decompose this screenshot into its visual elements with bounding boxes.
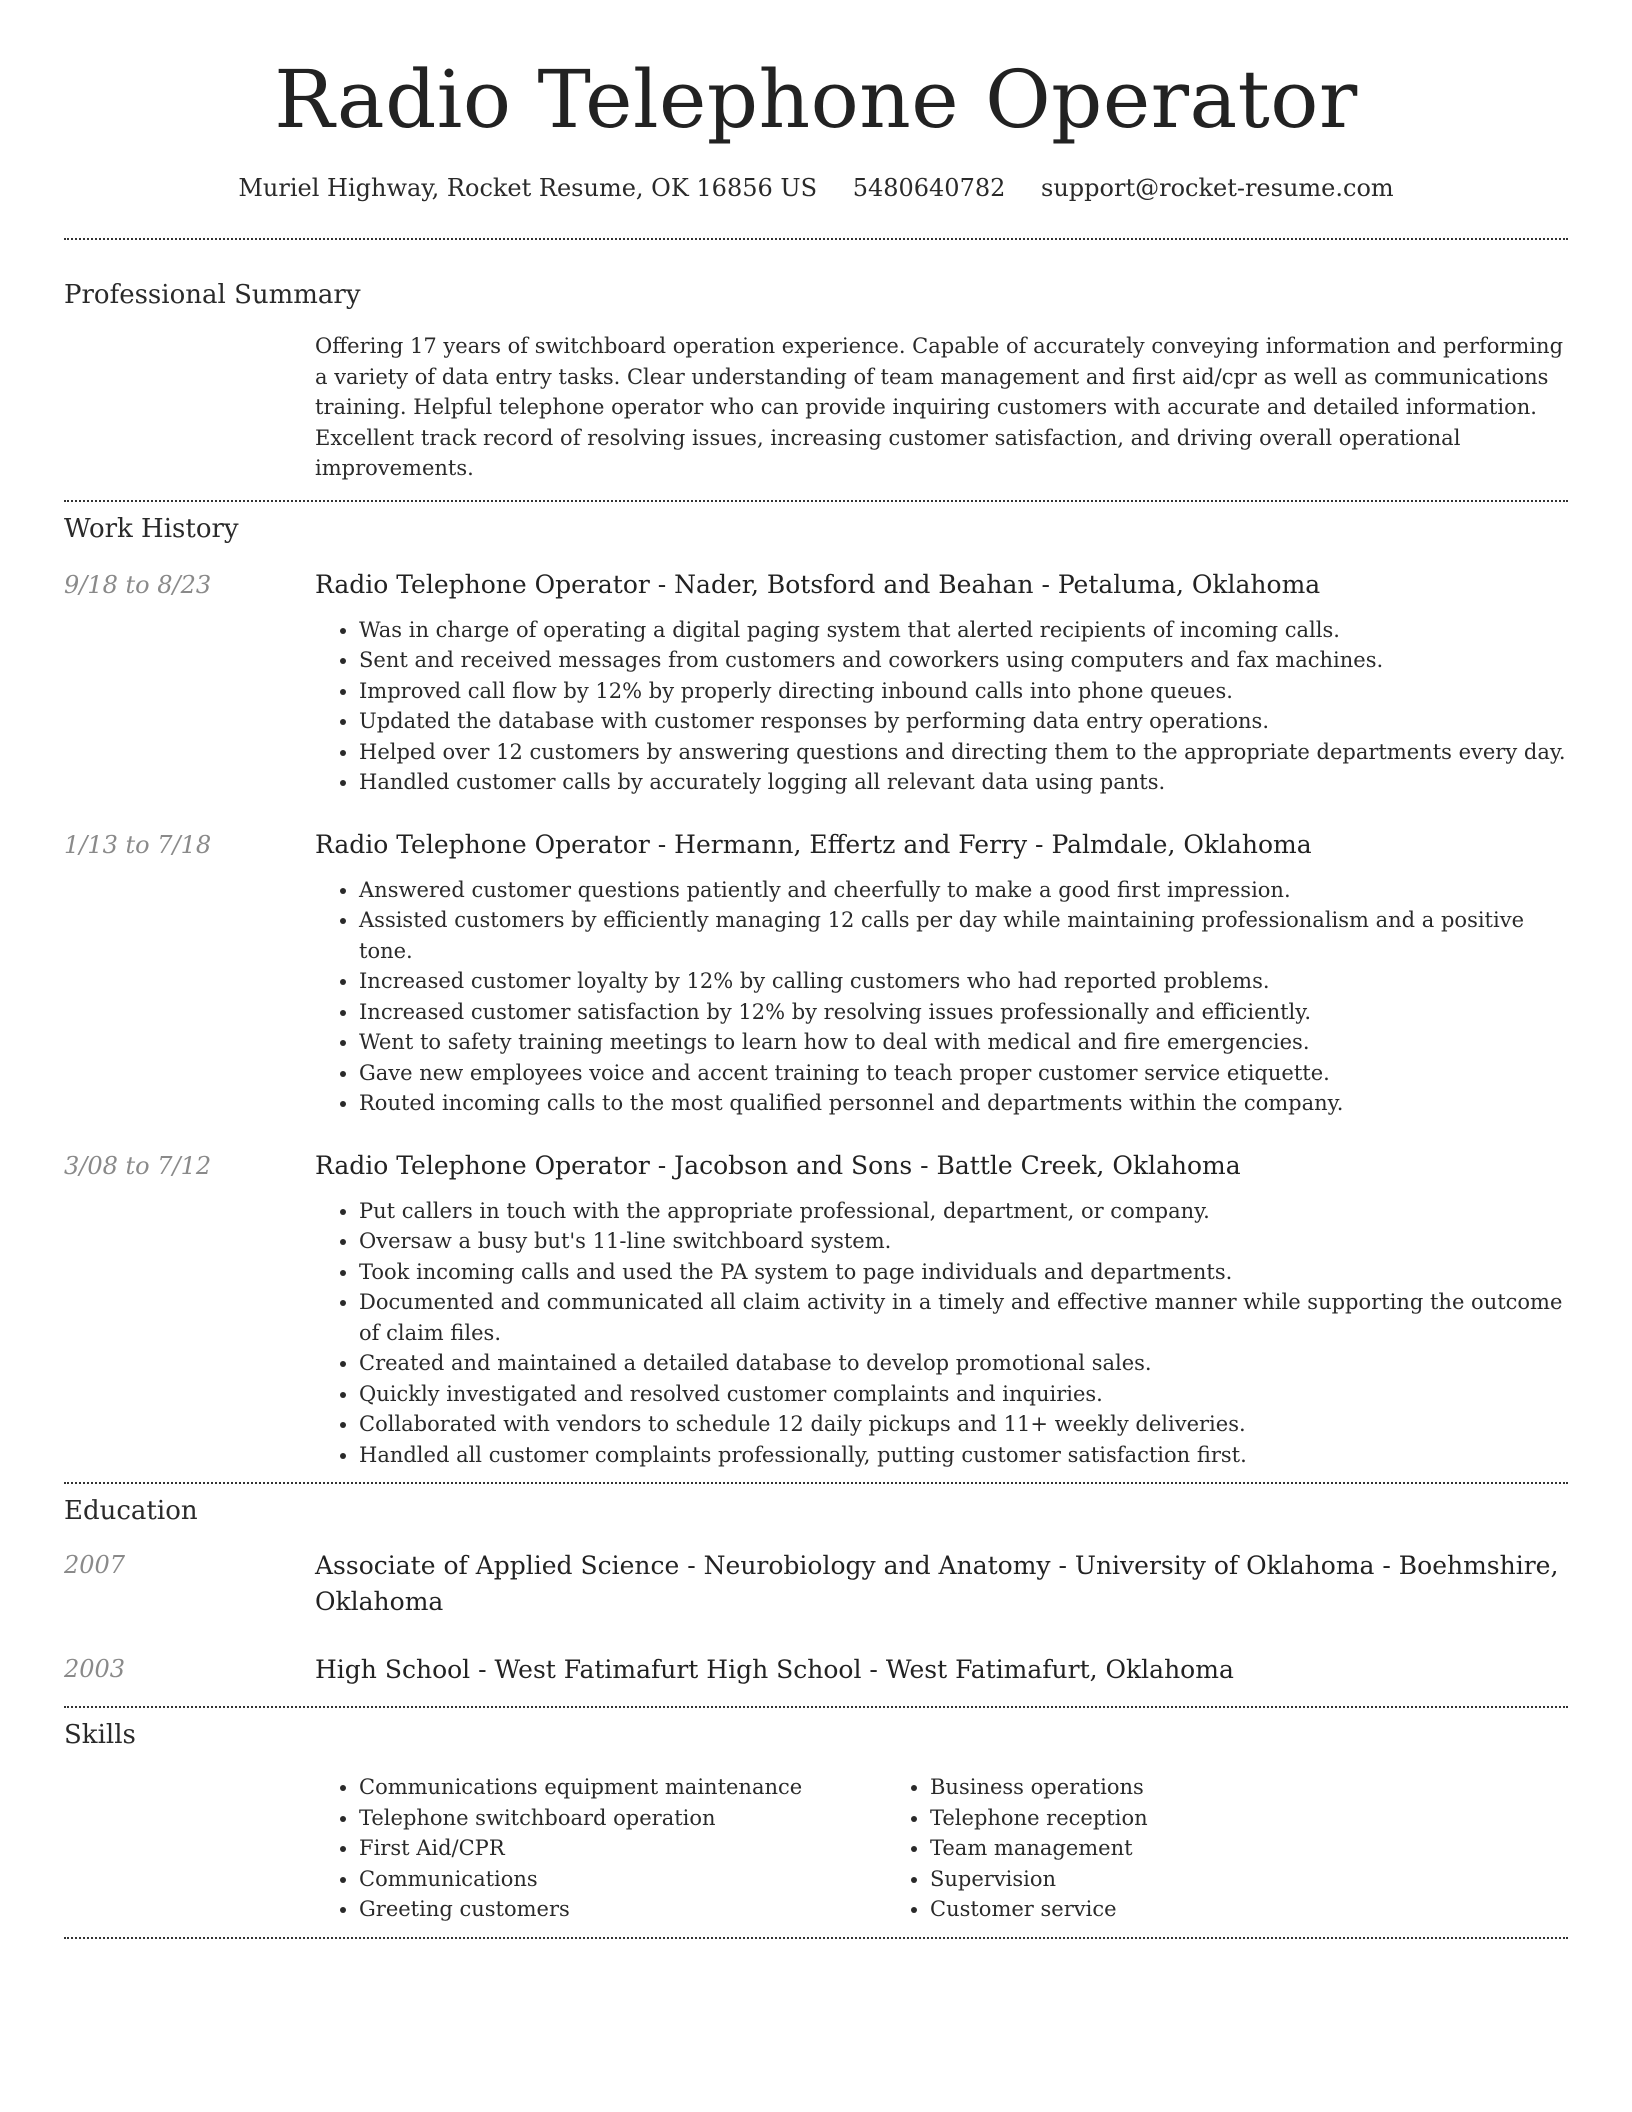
skills-columns — [315, 1772, 1568, 1925]
education-entry — [64, 1652, 1568, 1688]
list-item: • Assisted customers by efficiently managing 12 calls per day while maintaining professionalism and a positive tone. — [359, 905, 1568, 966]
section-divider — [64, 1482, 1568, 1484]
education-year: 2003 — [64, 1655, 126, 1683]
list-item: • Business operations — [930, 1772, 1457, 1803]
list-item: • Supervision — [930, 1864, 1457, 1895]
list-item: • Documented and communicated all claim activity in a timely and effective manner while supporting the outcome of claim files. — [359, 1287, 1568, 1348]
job-location: Petaluma, Oklahoma — [1057, 569, 1321, 599]
section-divider — [64, 238, 1568, 240]
list-item: • Sent and received messages from customers and coworkers using computers and fax machines. — [359, 645, 1568, 676]
list-item: • First Aid/CPR — [359, 1833, 886, 1864]
list-item: • Put callers in touch with the appropriate professional, department, or company. — [359, 1196, 1568, 1227]
job-details — [315, 828, 1568, 1119]
work-section — [64, 512, 1568, 1471]
contact-address: Muriel Highway, Rocket Resume, OK 16856 US — [238, 174, 818, 202]
list-item: • Increased customer satisfaction by 12% by resolving issues professionally and efficiently. — [359, 997, 1568, 1028]
job-dates: 1/13 to 7/18 — [64, 830, 212, 859]
list-item: • Oversaw a busy but's 11-line switchboard system. — [359, 1226, 1568, 1257]
job-heading: Radio Telephone Operator - Hermann, Effertz and Ferry - Palmdale, Oklahoma — [315, 829, 1312, 859]
list-item: • Was in charge of operating a digital paging system that alerted recipients of incoming calls. — [359, 615, 1568, 646]
job-location: Palmdale, Oklahoma — [1051, 829, 1312, 859]
summary-section — [64, 278, 1568, 484]
list-item: • Handled all customer complaints professionally, putting customer satisfaction first. — [359, 1440, 1568, 1471]
list-item: • Gave new employees voice and accent training to teach proper customer service etiquette. — [359, 1058, 1568, 1089]
list-item: • Answered customer questions patiently and cheerfully to make a good first impression. — [359, 875, 1568, 906]
list-item: • Routed incoming calls to the most qualified personnel and departments within the company. — [359, 1088, 1568, 1119]
list-item: • Handled customer calls by accurately logging all relevant data using pants. — [359, 767, 1568, 798]
summary-text: Offering 17 years of switchboard operation experience. Capable of accurately conveying information and performing a variety of data entry tasks. Clear understanding of team management and first aid/cpr as well as communications training. Helpful telephone operator who can provide inquiring customers with accurate and detailed information. Excellent track record of resolving issues, increasing customer satisfaction, and driving overall operational improvements. — [315, 334, 1564, 480]
contact-line — [64, 172, 1568, 204]
section-divider — [64, 1706, 1568, 1708]
skills-list-right — [886, 1772, 1457, 1925]
list-item: • Telephone reception — [930, 1803, 1457, 1834]
list-item: • Collaborated with vendors to schedule 12 daily pickups and 11+ weekly deliveries. — [359, 1409, 1568, 1440]
job-dates: 3/08 to 7/12 — [64, 1151, 212, 1180]
list-item: • Team management — [930, 1833, 1457, 1864]
list-item: • Increased customer loyalty by 12% by calling customers who had reported problems. — [359, 966, 1568, 997]
education-year: 2007 — [64, 1551, 126, 1579]
resume-title: Radio Telephone Operator — [274, 53, 1358, 146]
list-item: • Communications — [359, 1864, 886, 1895]
education-entry — [64, 1548, 1568, 1620]
list-item: • Telephone switchboard operation — [359, 1803, 886, 1834]
list-item: • Helped over 12 customers by answering questions and directing them to the appropriate departments every day. — [359, 737, 1568, 768]
job-title: Radio Telephone Operator — [315, 569, 650, 599]
job-title: Radio Telephone Operator — [315, 829, 650, 859]
section-divider — [64, 500, 1568, 502]
job-title: Radio Telephone Operator — [315, 1150, 650, 1180]
contact-email: support@rocket-resume.com — [1041, 174, 1394, 202]
education-heading: Education — [64, 1496, 198, 1526]
job-dates: 9/18 to 8/23 — [64, 570, 212, 599]
skills-section — [64, 1718, 1568, 1925]
section-divider — [64, 1937, 1568, 1939]
list-item: • Created and maintained a detailed database to develop promotional sales. — [359, 1348, 1568, 1379]
job-bullets — [315, 875, 1568, 1119]
work-heading: Work History — [64, 513, 239, 544]
job-details — [315, 1149, 1568, 1471]
job-heading: Radio Telephone Operator - Jacobson and Sons - Battle Creek, Oklahoma — [315, 1150, 1241, 1180]
job-location: Battle Creek, Oklahoma — [936, 1150, 1241, 1180]
list-item: • Communications equipment maintenance — [359, 1772, 886, 1803]
contact-phone: 5480640782 — [852, 174, 1006, 202]
education-details: Associate of Applied Science - Neurobiology and Anatomy - University of Oklahoma - Boehmshire, Oklahoma — [315, 1551, 1559, 1616]
job-details — [315, 568, 1568, 798]
job-company: Jacobson and Sons — [674, 1150, 913, 1180]
job-entry — [64, 568, 1568, 798]
list-item: • Went to safety training meetings to learn how to deal with medical and fire emergencies. — [359, 1027, 1568, 1058]
skills-list-left — [315, 1772, 886, 1925]
list-item: • Took incoming calls and used the PA system to page individuals and departments. — [359, 1257, 1568, 1288]
job-entry — [64, 828, 1568, 1119]
job-company: Nader, Botsford and Beahan — [674, 569, 1034, 599]
job-company: Hermann, Effertz and Ferry — [674, 829, 1028, 859]
list-item: • Greeting customers — [359, 1894, 886, 1925]
job-bullets — [315, 1196, 1568, 1471]
list-item: • Improved call flow by 12% by properly directing inbound calls into phone queues. — [359, 676, 1568, 707]
list-item: • Updated the database with customer responses by performing data entry operations. — [359, 706, 1568, 737]
job-entry — [64, 1149, 1568, 1471]
list-item: • Customer service — [930, 1894, 1457, 1925]
resume-page — [64, 0, 1568, 1939]
skills-heading: Skills — [64, 1720, 136, 1750]
list-item: • Quickly investigated and resolved customer complaints and inquiries. — [359, 1379, 1568, 1410]
education-details: High School - West Fatimafurt High School - West Fatimafurt, Oklahoma — [315, 1655, 1234, 1684]
job-bullets — [315, 615, 1568, 798]
job-heading: Radio Telephone Operator - Nader, Botsford and Beahan - Petaluma, Oklahoma — [315, 569, 1321, 599]
education-section — [64, 1494, 1568, 1688]
summary-heading: Professional Summary — [64, 280, 361, 310]
